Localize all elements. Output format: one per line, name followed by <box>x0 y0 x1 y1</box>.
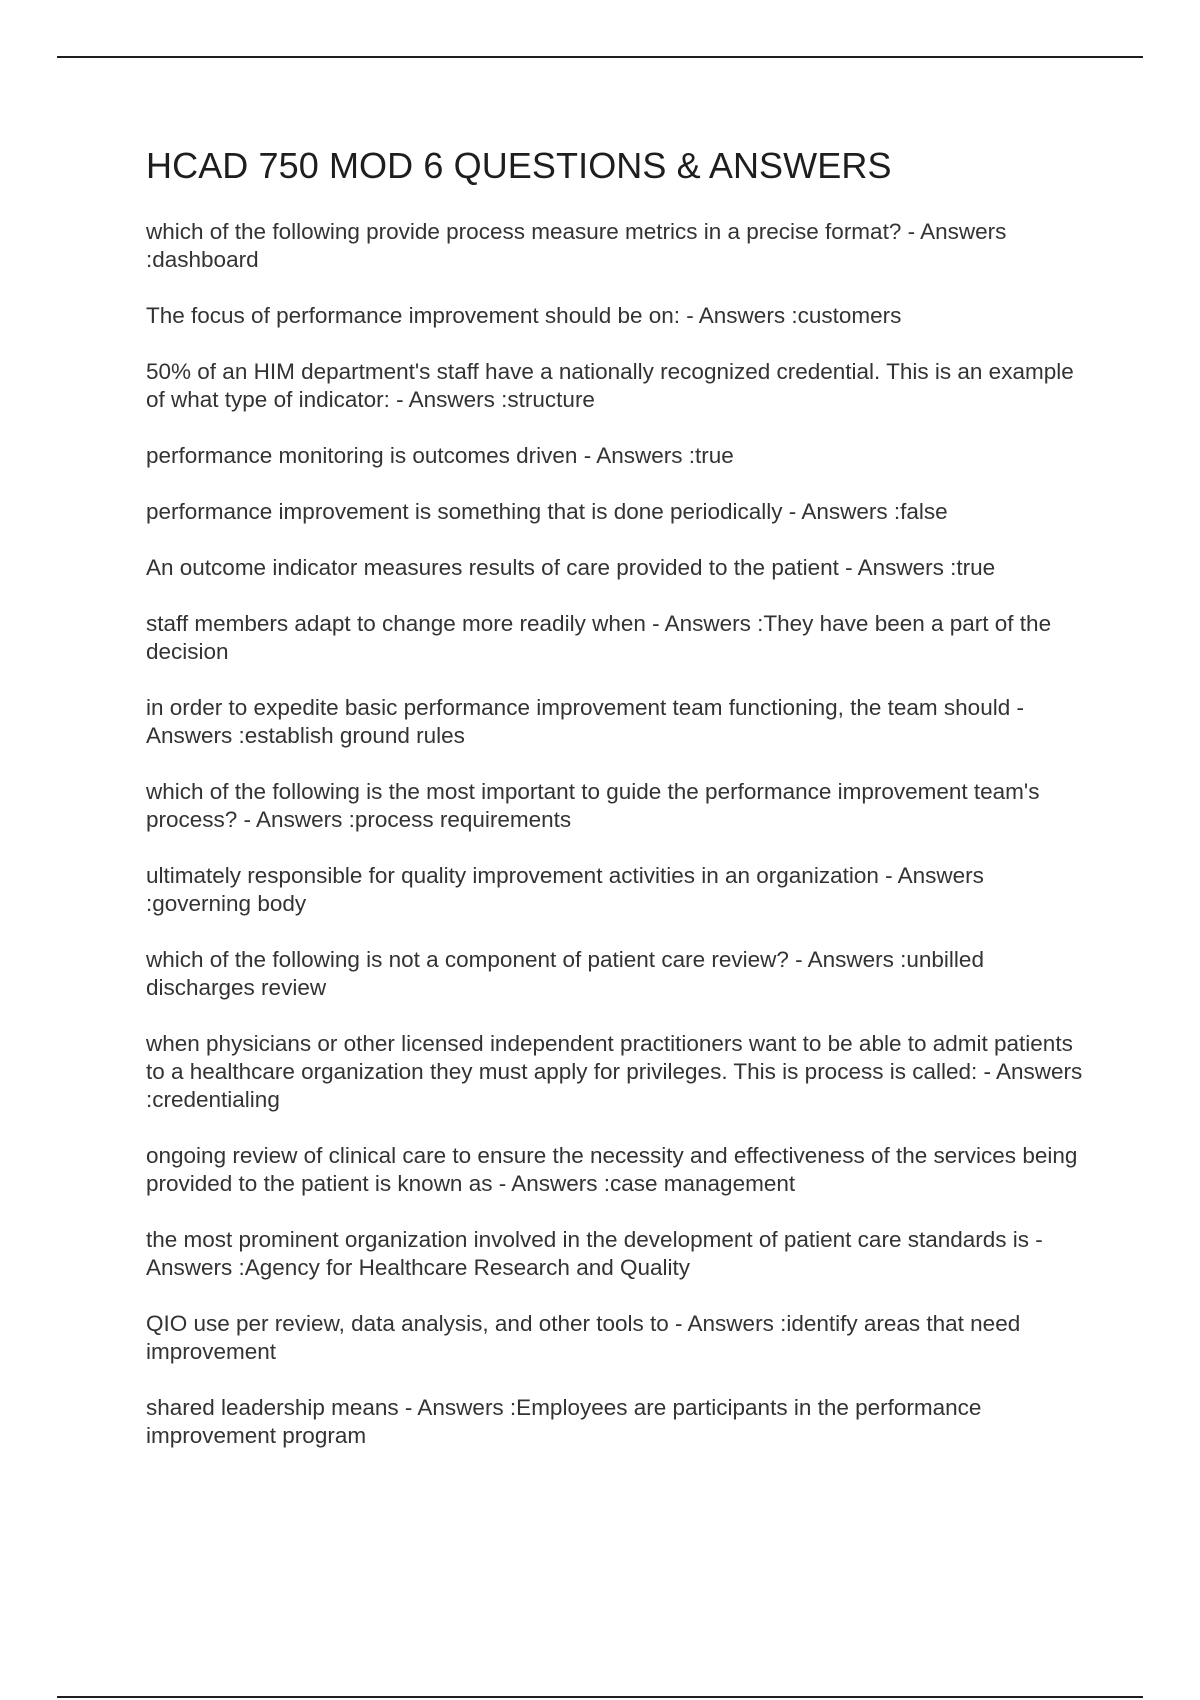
qa-item-13: ongoing review of clinical care to ensure the necessity and effectiveness of the services being provided to the patient is known as - Answers :case management <box>146 1143 1078 1196</box>
qa-item-6: An outcome indicator measures results of care provided to the patient - Answers :true <box>146 555 996 580</box>
bottom-rule <box>57 1696 1143 1698</box>
qa-item-1: which of the following provide process measure metrics in a precise format? - Answers :dashboard <box>146 219 1007 272</box>
qa-item-10: ultimately responsible for quality improvement activities in an organization - Answers :governing body <box>146 863 984 916</box>
qa-list <box>146 218 1094 1450</box>
qa-item-9: which of the following is the most important to guide the performance improvement team's process? - Answers :process requirements <box>146 779 1040 832</box>
qa-item-5: performance improvement is something that is done periodically - Answers :false <box>146 499 948 524</box>
qa-item-7: staff members adapt to change more readily when - Answers :They have been a part of the decision <box>146 611 1052 664</box>
qa-item-3: 50% of an HIM department's staff have a nationally recognized credential. This is an example of what type of indicator: - Answers :structure <box>146 359 1074 412</box>
qa-item-15: QIO use per review, data analysis, and other tools to - Answers :identify areas that need improvement <box>146 1311 1021 1364</box>
top-rule <box>57 56 1143 58</box>
qa-item-14: the most prominent organization involved in the development of patient care standards is - Answers :Agency for Healthcare Research and Quality <box>146 1227 1043 1280</box>
qa-item-16: shared leadership means - Answers :Employees are participants in the performance improvement program <box>146 1395 982 1448</box>
qa-item-8: in order to expedite basic performance improvement team functioning, the team should - Answers :establish ground rules <box>146 695 1024 748</box>
document-body <box>146 142 1094 1478</box>
qa-item-4: performance monitoring is outcomes driven - Answers :true <box>146 443 734 468</box>
qa-item-11: which of the following is not a component of patient care review? - Answers :unbilled discharges review <box>146 947 984 1000</box>
page-title: HCAD 750 MOD 6 QUESTIONS & ANSWERS <box>146 145 892 186</box>
qa-item-12: when physicians or other licensed independent practitioners want to be able to admit patients to a healthcare organization they must apply for privileges. This is process is called: - Answers :credentialing <box>146 1031 1083 1112</box>
qa-item-2: The focus of performance improvement should be on: - Answers :customers <box>146 303 902 328</box>
